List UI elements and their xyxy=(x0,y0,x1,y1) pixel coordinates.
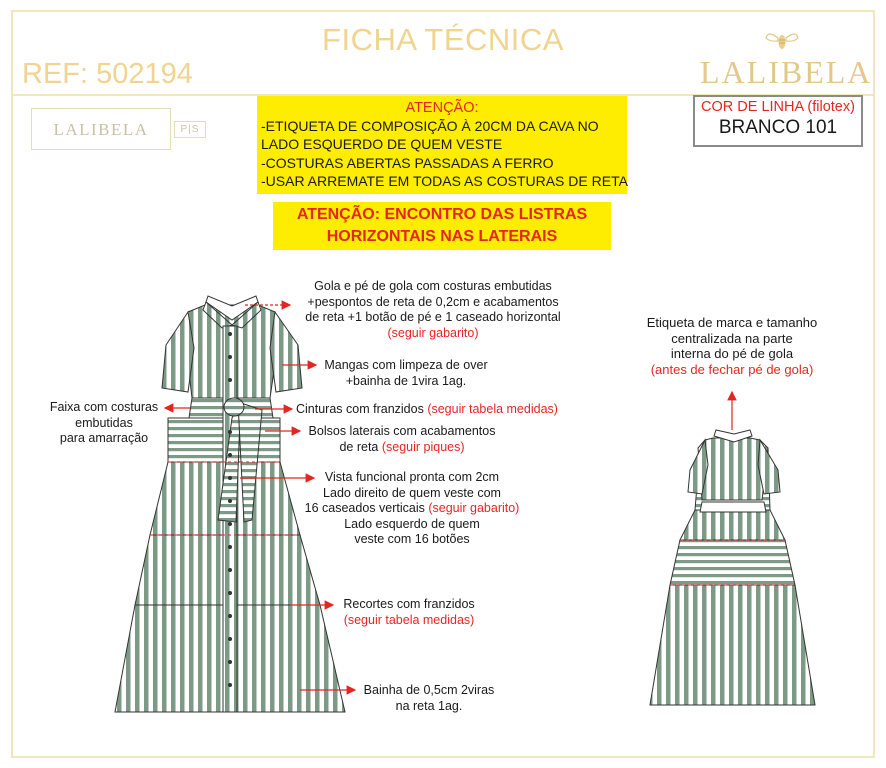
thread-value: BRANCO 101 xyxy=(718,117,838,138)
back-dress-drawing xyxy=(650,430,815,705)
note-line: na reta 1ag. xyxy=(395,698,463,713)
note-highlight: (seguir gabarito) xyxy=(387,325,479,340)
note-line: Bainha de 0,5cm 2viras xyxy=(363,683,495,697)
attention-line: -COSTURAS ABERTAS PASSADAS A FERRO xyxy=(261,154,554,171)
belt-note xyxy=(42,400,166,447)
placket-note xyxy=(300,470,524,548)
reference-code: REF: 502194 xyxy=(22,58,193,90)
size-label-tag: P|S xyxy=(174,121,206,138)
note-highlight: (seguir tabela medidas) xyxy=(343,612,475,627)
sleeves-note xyxy=(318,358,494,389)
note-highlight: (seguir tabela medidas) xyxy=(427,402,558,416)
note-line: Faixa com costuras xyxy=(49,400,159,414)
brand-label-tag: LALIBELA xyxy=(31,108,171,150)
note-line: Gola e pé de gola com costuras embutidas xyxy=(314,279,552,293)
page-title: FICHA TÉCNICA xyxy=(322,22,564,57)
attention-line: -USAR ARREMATE EM TODAS AS COSTURAS DE RETA xyxy=(261,172,628,189)
note-line: centralizada na parte xyxy=(671,330,793,346)
pockets-note xyxy=(302,424,502,455)
note-highlight: (seguir piques) xyxy=(381,439,465,454)
note-line: interna do pé de gola xyxy=(670,346,794,362)
thread-label: COR DE LINHA (filotex) xyxy=(701,99,855,115)
note-line: Recortes com franzidos xyxy=(343,597,475,611)
attention-line: -ETIQUETA DE COMPOSIÇÃO À 20CM DA CAVA NO xyxy=(261,118,599,135)
note-line: +bainha de 1vira 1ag. xyxy=(345,373,467,388)
note-line: veste com 16 botões xyxy=(354,532,470,547)
attention-line: LADO ESQUERDO DE QUEM VESTE xyxy=(261,136,503,153)
note-highlight: (antes de fechar pé de gola) xyxy=(650,361,814,377)
note-line: embutidas xyxy=(75,415,133,430)
note-line: para amarração xyxy=(59,431,149,446)
back-label-note xyxy=(622,315,842,377)
waist-note xyxy=(296,402,558,418)
note-line: Bolsos laterais com acabamentos xyxy=(308,424,496,438)
attention-heading: ATENÇÃO: xyxy=(405,100,479,116)
note-line: +pespontos de reta de 0,2cm e acabamentos xyxy=(307,294,559,309)
note-line: Vista funcional pronta com 2cm xyxy=(324,470,500,484)
brand-logo: LALIBELA xyxy=(700,54,873,90)
note-line: Lado esquerdo de quem xyxy=(344,516,480,531)
tiers-note xyxy=(336,597,482,628)
note-line: 16 caseados verticais xyxy=(304,501,429,516)
note-highlight: (seguir gabarito) xyxy=(428,501,520,516)
note-line: de reta +1 botão de pé e 1 caseado horizontal xyxy=(305,310,561,325)
stripes-notice-line: ATENÇÃO: ENCONTRO DAS LISTRAS xyxy=(296,206,588,223)
hem-note xyxy=(356,683,502,714)
stripes-notice-line: HORIZONTAIS NAS LATERAIS xyxy=(326,228,558,245)
note-line: Lado direito de quem veste com xyxy=(323,485,501,500)
note-line: Etiqueta de marca e tamanho xyxy=(646,315,818,330)
note-line: de reta xyxy=(339,439,382,454)
note-line: Cinturas com franzidos xyxy=(296,402,428,416)
collar-note xyxy=(290,279,576,341)
note-line: Mangas com limpeza de over xyxy=(324,358,488,372)
